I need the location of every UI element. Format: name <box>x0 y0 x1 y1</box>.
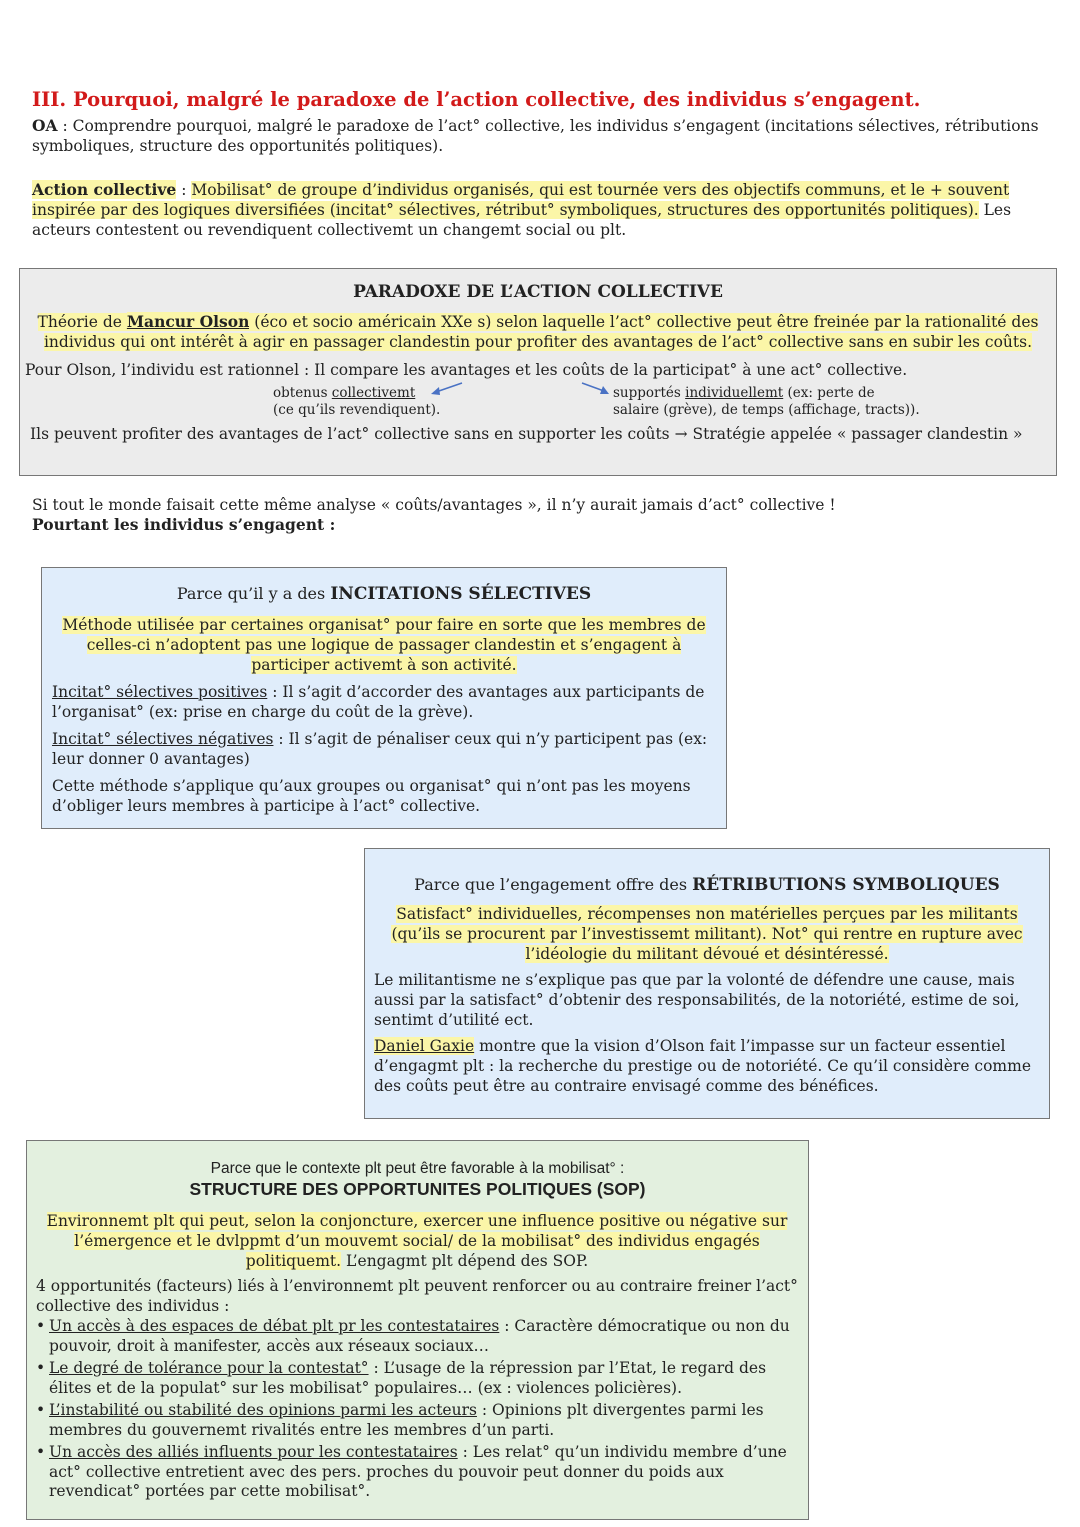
gaxie-text: montre que la vision d’Olson fait l’impasse sur un facteur essentiel d’engagmt plt : la recherche du prestige ou de notoriété. Ce qu’il considère comme des coûts peut être au contraire envisagé comme des bénéfices. <box>374 1037 1032 1095</box>
retributions-def: Satisfact° individuelles, récompenses non matérielles perçues par les militants (qu’ils se procurent par l’investissemt militant). Not° qui rentre en rupture avec l’idéologie du militant dévoué et désintéressé. <box>391 905 1023 963</box>
gaxie-name: Daniel Gaxie <box>374 1037 475 1055</box>
sop-intro: 4 opportunités (facteurs) liés à l’environnemt plt peuvent renforcer ou au contraire freiner l’act° collective des individus : <box>36 1277 798 1315</box>
sop-item-text: : Les relat° qu’un individu membre d’une act° collective entretient avec des pers. proches du pouvoir peut donner du poids aux revendicat° portées par cette mobilisat°. <box>49 1443 787 1500</box>
sop-item-term: Un accès des alliés influents pour les contestataires <box>49 1443 458 1461</box>
positive-text: : Il s’agit d’accorder des avantages aux participants de l’organisat° (ex: prise en charge du coût de la grève). <box>52 683 705 721</box>
retributions-militantisme: Le militantisme ne s’explique pas que par la volonté de défendre une cause, mais aussi par la satisfact° d’obtenir des responsabilités, de la notoriété, estime de soi, sentimt d’utilité ect. <box>374 971 1020 1029</box>
note-individual-a: supportés <box>613 385 686 401</box>
oa-text: : Comprendre pourquoi, malgré le paradoxe de l’act° collective, les individus s’engagent (incitations sélectives, rétributions symboliques, structure des opportunités politiques). <box>32 117 1039 155</box>
sop-item <box>36 1443 800 1502</box>
negative-term: Incitat° sélectives négatives <box>52 730 274 748</box>
incitations-heading <box>41 584 727 604</box>
free-rider-strategy: Ils peuvent profiter des avantages de l’act° collective sans en supporter les coûts → Stratégie appelée « passager clandestin » <box>30 425 1023 443</box>
positive-term: Incitat° sélectives positives <box>52 683 268 701</box>
sop-definition <box>36 1211 798 1271</box>
sop-title: STRUCTURE DES OPPORTUNITES POLITIQUES (SOP) <box>189 1179 646 1199</box>
incitations-title: INCITATIONS SÉLECTIVES <box>330 584 592 604</box>
definition-term: Action collective <box>32 180 177 199</box>
retributions-lead: Parce que l’engagement offre des <box>414 875 693 894</box>
sop-item-text: : L’usage de la répression par l’Etat, le regard des élites et de la populat° sur les mobilisat° populaires… (ex : violences policières). <box>49 1359 767 1397</box>
sop-def-rest: L’engagmt plt dépend des SOP. <box>341 1252 589 1270</box>
sop-item <box>36 1401 800 1440</box>
sop-lead: Parce que le contexte plt peut être favorable à la mobilisat° : <box>210 1160 625 1177</box>
oa-label: OA <box>32 116 58 135</box>
note-individual-u: individuellemt <box>685 385 784 401</box>
note-collective <box>273 385 573 419</box>
retributions-gaxie <box>374 1036 1038 1096</box>
sop-heading <box>26 1159 809 1199</box>
sop-item-term: L’instabilité ou stabilité des opinions parmi les acteurs <box>49 1401 477 1419</box>
retributions-heading <box>364 875 1050 895</box>
sop-item <box>36 1317 800 1356</box>
incitations-scope: Cette méthode s’applique qu’aux groupes ou organisat° qui n’ont pas les moyens d’obliger leurs membres à participe à l’act° collective. <box>52 777 691 815</box>
paradox-theory <box>30 312 1046 352</box>
incitations-negative <box>52 729 716 769</box>
transition <box>32 495 1052 535</box>
note-collective-b: (ce qu’ils revendiquent). <box>273 402 441 418</box>
learning-objective <box>32 116 1052 156</box>
olson-name: Mancur Olson <box>126 312 250 331</box>
sop-item-text: : Opinions plt divergentes parmi les membres du gouvernemt rivalités entre les membres d’un parti. <box>49 1401 764 1439</box>
definition-action-collective <box>32 180 1042 240</box>
paradox-heading: PARADOXE DE L’ACTION COLLECTIVE <box>353 282 723 302</box>
theory-text: (éco et socio américain XXe s) selon laquelle l’act° collective peut être freinée par la rationalité des individus qui ont intérêt à agir en passager clandestin pour profiter des avantages de l’act° collective sans en subir les coûts. <box>43 313 1039 351</box>
incitations-positive <box>52 682 716 722</box>
note-individual-b: (ex: perte de <box>783 385 875 401</box>
transition-line2: Pourtant les individus s’engagent : <box>32 515 336 534</box>
sop-factors <box>36 1277 800 1502</box>
definition-highlight: Mobilisat° de groupe d’individus organisés, qui est tournée vers des objectifs communs, et le + souvent inspirée par des logiques diversifiées (incitat° sélectives, rétribut° symboliques, structures des opportunités politiques). <box>32 181 1010 219</box>
retributions-definition <box>380 904 1034 964</box>
note-individual <box>613 385 1033 419</box>
sop-def: Environnemt plt qui peut, selon la conjoncture, exercer une influence positive ou négative sur l’émergence et le dvlppmt d’un mouvemt social/ de la mobilisat° des individus engagés politiquemt. <box>46 1212 788 1270</box>
negative-text: : Il s’agit de pénaliser ceux qui n’y participent pas (ex: leur donner 0 avantages) <box>52 730 708 768</box>
note-collective-a: obtenus <box>273 385 332 401</box>
incitations-def: Méthode utilisée par certaines organisat° pour faire en sorte que les membres de celles-ci n’adoptent pas une logique de passager clandestin et s’engagent à participer activemt à son activité. <box>62 616 706 674</box>
note-individual-c: salaire (grève), de temps (affichage, tracts)). <box>613 402 920 418</box>
sop-item-text: : Caractère démocratique ou non du pouvoir, droit à manifester, accès aux réseaux sociaux… <box>49 1317 790 1355</box>
theory-prefix: Théorie de <box>37 313 127 331</box>
section-title: III. Pourquoi, malgré le paradoxe de l’action collective, des individus s’engagent. <box>32 88 921 111</box>
sop-item <box>36 1359 800 1398</box>
definition-sep: : <box>176 181 192 199</box>
definition-rest: Les acteurs contestent ou revendiquent collectivemt un changemt social ou plt. <box>32 201 1012 239</box>
sop-item-term: Un accès à des espaces de débat plt pr les contestataires <box>49 1317 500 1335</box>
incitations-lead: Parce qu’il y a des <box>176 584 331 603</box>
incitations-definition <box>56 615 712 675</box>
arrow-left-icon <box>428 381 464 397</box>
transition-line1: Si tout le monde faisait cette même analyse « coûts/avantages », il n’y aurait jamais d’act° collective ! <box>32 496 836 514</box>
paradox-rational: Pour Olson, l’individu est rationnel : Il compare les avantages et les coûts de la participat° à une act° collective. <box>25 361 908 379</box>
arrow-right-icon <box>580 381 612 397</box>
retributions-title: RÉTRIBUTIONS SYMBOLIQUES <box>692 875 1000 895</box>
sop-item-term: Le degré de tolérance pour la contestat° <box>49 1359 369 1377</box>
note-collective-u: collectivemt <box>331 385 416 401</box>
